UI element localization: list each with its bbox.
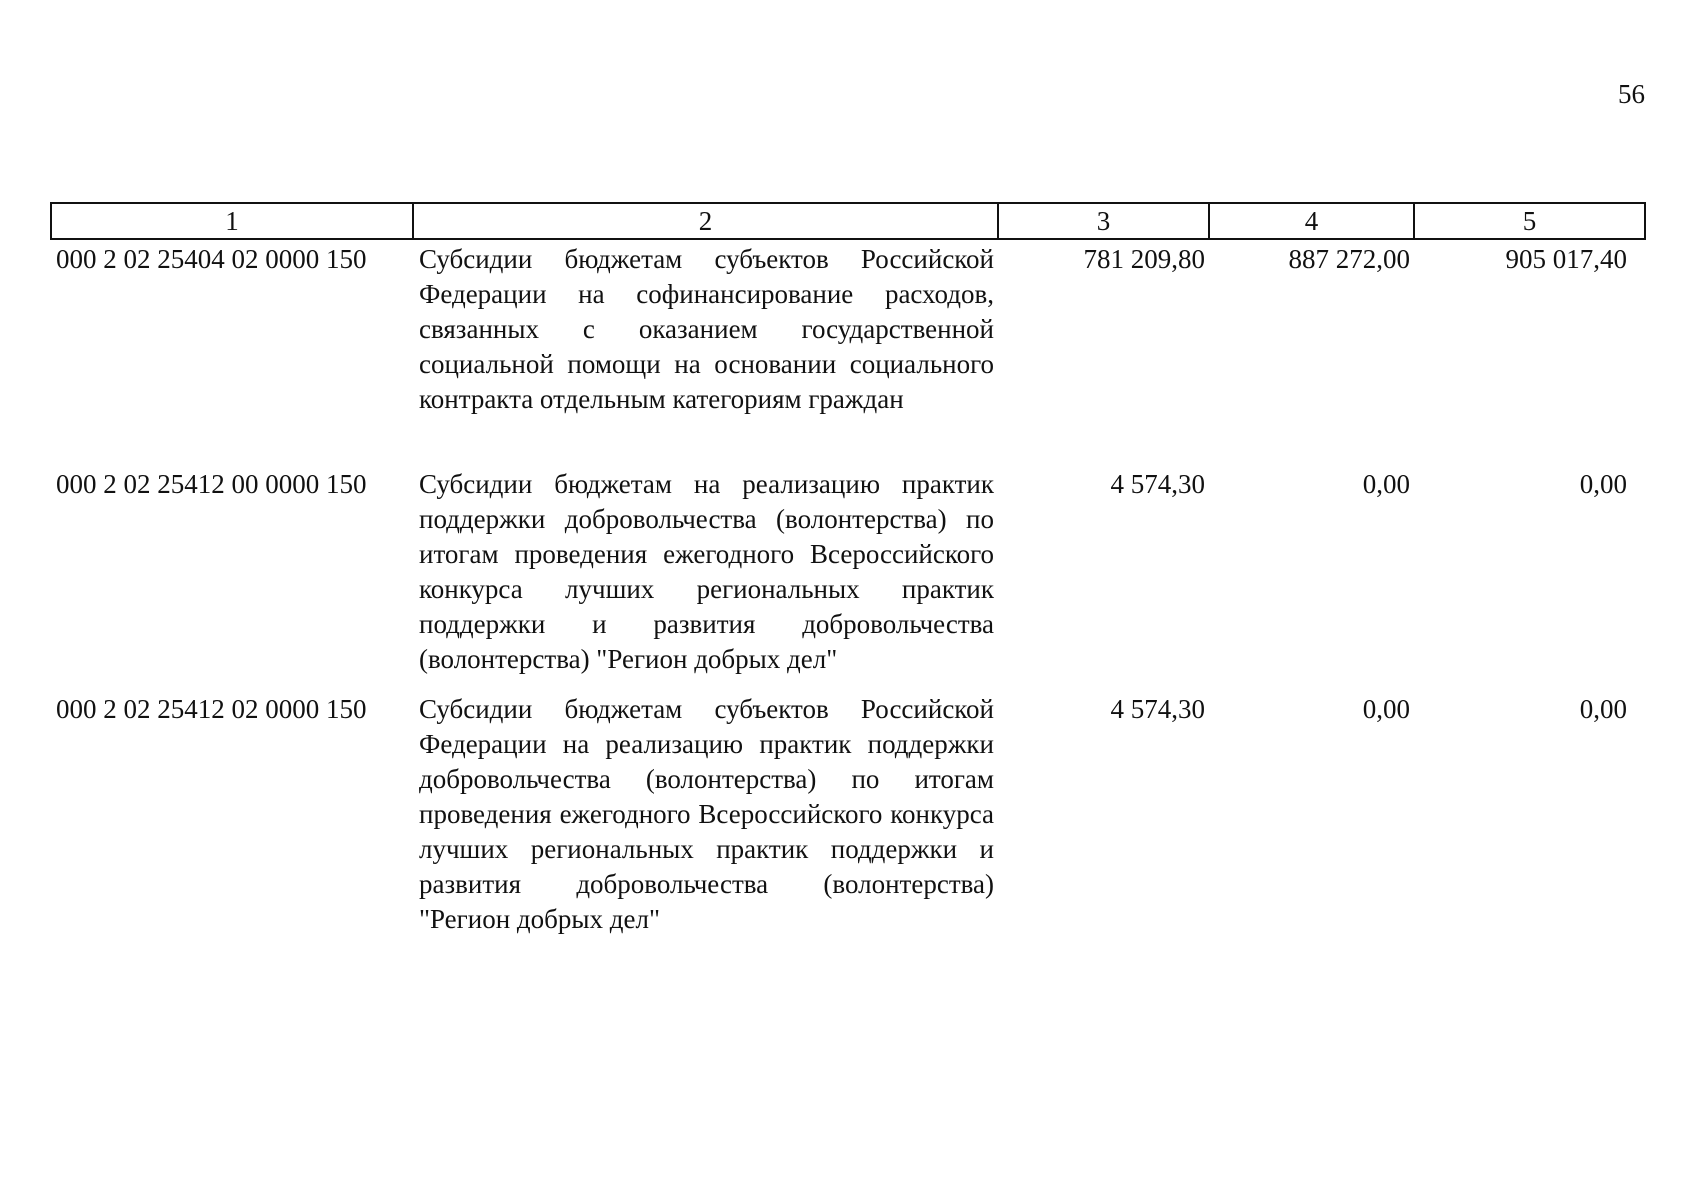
budget-table [50,202,1646,937]
header-col-4: 4 [1209,203,1414,239]
header-col-1: 1 [51,203,413,239]
amount-col-5: 905 017,40 [1505,244,1627,274]
table-row [51,465,1645,690]
budget-description: Субсидии бюджетам субъектов Российской Федерации на софинансирование расходов, связанных с оказанием государственной социальной помощи на основании социального контракта отдельным категориям граждан [419,244,994,414]
amount-col-3: 781 209,80 [1083,244,1205,274]
header-row [51,203,1645,239]
header-col-3: 3 [998,203,1209,239]
table-body [51,239,1645,937]
budget-code: 000 2 02 25404 02 0000 150 [56,244,367,274]
table-row [51,690,1645,937]
amount-col-5: 0,00 [1579,469,1627,499]
amount-col-3: 4 574,30 [1110,694,1205,724]
table-row [51,239,1645,465]
amount-col-5: 0,00 [1579,694,1627,724]
header-col-2: 2 [413,203,998,239]
amount-col-4: 887 272,00 [1288,244,1410,274]
amount-col-3: 4 574,30 [1110,469,1205,499]
table-header [51,203,1645,239]
amount-col-4: 0,00 [1362,469,1410,499]
budget-description: Субсидии бюджетам субъектов Российской Федерации на реализацию практик поддержки добровольчества (волонтерства) по итогам проведения ежегодного Всероссийского конкурса лучших региональных практик поддержки и развития добровольчества (волонтерства) "Регион добрых дел" [419,694,994,934]
header-col-5: 5 [1414,203,1645,239]
page-number: 56 [1618,79,1645,109]
amount-col-4: 0,00 [1362,694,1410,724]
budget-code: 000 2 02 25412 02 0000 150 [56,694,367,724]
budget-description: Субсидии бюджетам на реализацию практик поддержки добровольчества (волонтерства) по итогам проведения ежегодного Всероссийского конкурса лучших региональных практик поддержки и развития добровольчества (волонтерства) "Регион добрых дел" [419,469,994,674]
budget-code: 000 2 02 25412 00 0000 150 [56,469,367,499]
